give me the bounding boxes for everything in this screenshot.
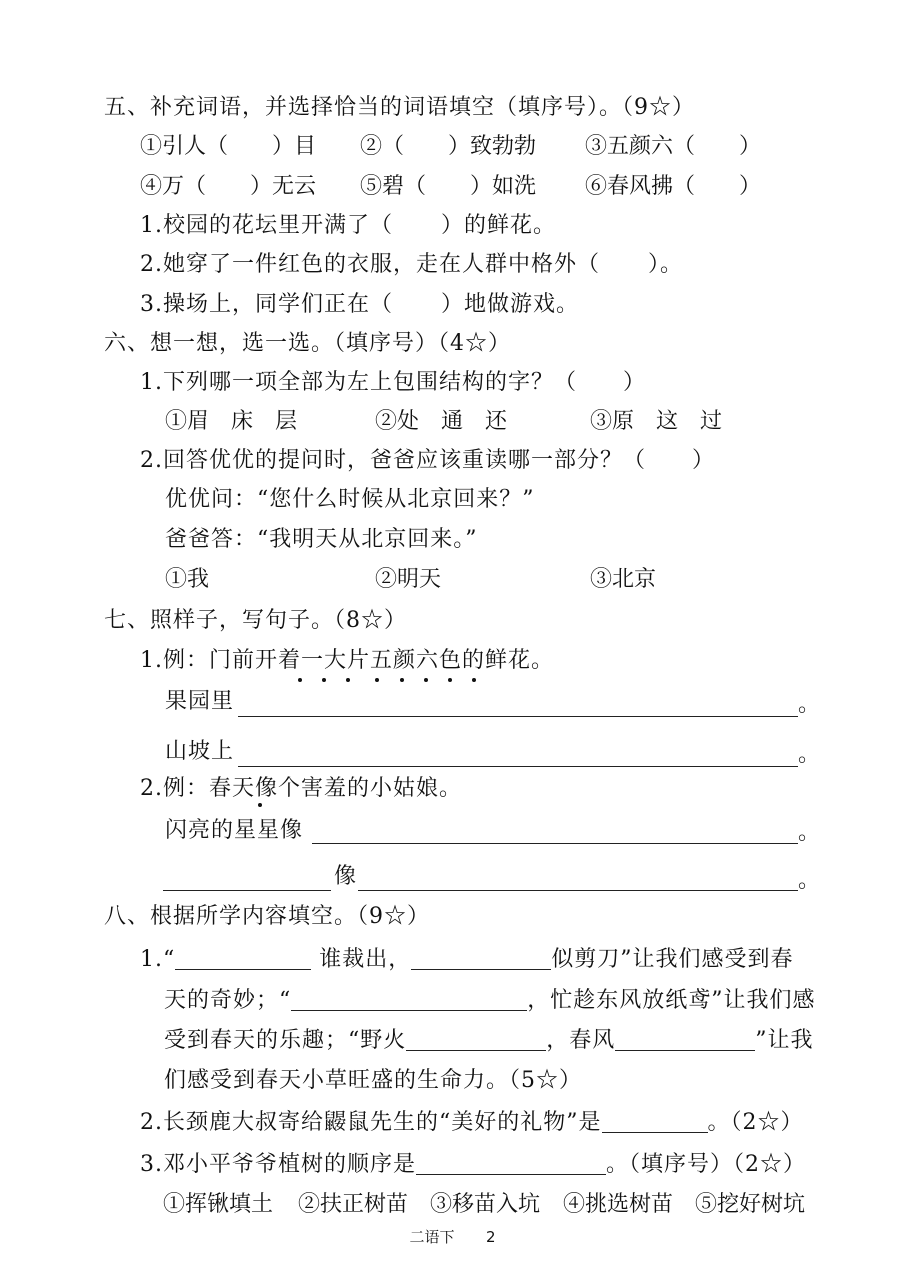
fill-question-1-start: 1.校园的花坛里开满了（	[140, 213, 393, 238]
fill-question-3	[140, 290, 579, 320]
section-7-title: 七、照样子，写句子。（8☆）	[104, 608, 407, 633]
fill-question-1-end: ）的鲜花。	[441, 213, 557, 238]
fill-question-2-end: ）。	[648, 252, 684, 277]
choice-1-option-3: ③原 这 过	[590, 409, 723, 434]
word-option-1: ①引人（ ）目	[140, 134, 317, 159]
dialogue-question: 优优问：“您什么时候从北京回来？”	[165, 487, 535, 512]
step-option-5: ⑤挖好树坑	[695, 1192, 806, 1217]
poem-line-1-start: 1.“	[140, 947, 176, 972]
emphasis-dot	[375, 678, 379, 682]
poem-line-3-end: ”让我	[755, 1028, 814, 1053]
choice-1-option-2: ②处 通 还	[375, 409, 508, 434]
poem-line-3-mid: ，春风	[546, 1028, 616, 1053]
word-option-5: ⑤碧（ ）如洗	[360, 174, 537, 199]
poem-line-1-mid: 谁裁出，	[319, 947, 412, 972]
write-prompt-2: 山坡上	[165, 739, 235, 764]
answer-line[interactable]	[163, 890, 331, 891]
emphasis-dot	[322, 678, 326, 682]
emphasis-dot	[346, 678, 350, 682]
emphasis-dot	[400, 678, 404, 682]
recall-question-3-end: 。（填序号）（2☆）	[606, 1152, 806, 1177]
section-5-title: 五、补充词语，并选择恰当的词语填空（填序号）。（9☆）	[104, 95, 695, 120]
emphasis-dot	[298, 678, 302, 682]
answer-line[interactable]	[358, 890, 798, 891]
write-prompt-4: 像	[334, 864, 358, 889]
choice-2-option-1: ①我	[165, 567, 210, 592]
write-prompt-3: 闪亮的星星像	[165, 818, 304, 843]
step-option-3: ③移苗入坑	[430, 1192, 541, 1217]
section-8-title: 八、根据所学内容填空。（9☆）	[104, 904, 430, 929]
step-option-2: ②扶正树苗	[298, 1192, 409, 1217]
choice-question-1: 1.下列哪一项全部为左上包围结构的字？（ ）	[140, 370, 646, 395]
recall-question-3	[140, 1150, 806, 1180]
word-option-3: ③五颜六（ ）	[585, 134, 762, 159]
recall-question-2-start: 2.长颈鹿大叔寄给鼹鼠先生的“美好的礼物”是	[140, 1110, 602, 1135]
answer-blank[interactable]	[416, 1152, 606, 1175]
period: 。	[798, 820, 821, 845]
fill-question-3-start: 3.操场上，同学们正在（	[140, 292, 393, 317]
emphasis-dot	[258, 803, 262, 807]
fill-question-2-start: 2.她穿了一件红色的衣服，走在人群中格外（	[140, 252, 600, 277]
recall-question-3-start: 3.邓小平爷爷植树的顺序是	[140, 1152, 416, 1177]
example-sentence-2: 2.例：春天像个害羞的小姑娘。	[140, 776, 462, 801]
footer-subject: 二语下	[409, 1228, 455, 1246]
poem-line-1	[140, 945, 794, 975]
fill-question-1	[140, 211, 556, 241]
recall-question-2-end: 。（2☆）	[707, 1110, 804, 1135]
page-number: 2	[486, 1228, 496, 1246]
emphasis-dot	[424, 678, 428, 682]
poem-blank[interactable]	[406, 1028, 546, 1051]
poem-blank[interactable]	[411, 947, 551, 970]
write-prompt-1: 果园里	[165, 689, 235, 714]
choice-1-option-1: ①眉 床 层	[165, 409, 298, 434]
period: 。	[798, 868, 821, 893]
answer-line[interactable]	[312, 843, 798, 844]
answer-line[interactable]	[238, 716, 798, 717]
choice-question-2: 2.回答优优的提问时，爸爸应该重读哪一部分？（ ）	[140, 448, 715, 473]
word-option-2: ②（ ）致勃勃	[360, 134, 537, 159]
poem-blank[interactable]	[615, 1028, 755, 1051]
section-6-title: 六、想一想，选一选。（填序号）（4☆）	[104, 331, 511, 356]
step-option-4: ④挑选树苗	[563, 1192, 674, 1217]
poem-line-2-end: ，忙趁东风放纸鸢”让我们感	[527, 988, 816, 1013]
fill-question-3-end: ）地做游戏。	[441, 292, 580, 317]
word-option-6: ⑥春风拂（ ）	[585, 174, 762, 199]
poem-line-4: 们感受到春天小草旺盛的生命力。（5☆）	[164, 1068, 582, 1093]
poem-line-2-start: 天的奇妙；“	[164, 988, 292, 1013]
poem-line-3	[164, 1026, 814, 1056]
step-option-1: ①挥锹填土	[163, 1192, 274, 1217]
poem-line-1-end: 似剪刀”让我们感受到春	[551, 947, 794, 972]
poem-line-3-start: 受到春天的乐趣；“野火	[164, 1028, 407, 1053]
poem-line-2	[164, 986, 816, 1016]
choice-2-option-3: ③北京	[590, 567, 657, 592]
choice-2-option-2: ②明天	[375, 567, 442, 592]
dialogue-answer: 爸爸答：“我明天从北京回来。”	[165, 527, 478, 552]
poem-blank[interactable]	[175, 947, 311, 970]
answer-blank[interactable]	[602, 1110, 708, 1133]
recall-question-2	[140, 1108, 804, 1138]
answer-line[interactable]	[238, 766, 798, 767]
poem-blank[interactable]	[291, 988, 527, 1011]
emphasis-dot	[448, 678, 452, 682]
word-option-4: ④万（ ）无云	[140, 174, 317, 199]
fill-question-2	[140, 250, 683, 280]
emphasis-dot	[472, 678, 476, 682]
period: 。	[798, 692, 821, 717]
example-sentence-1: 1.例：门前开着一大片五颜六色的鲜花。	[140, 648, 554, 673]
period: 。	[798, 742, 821, 767]
page-footer	[0, 1226, 905, 1247]
